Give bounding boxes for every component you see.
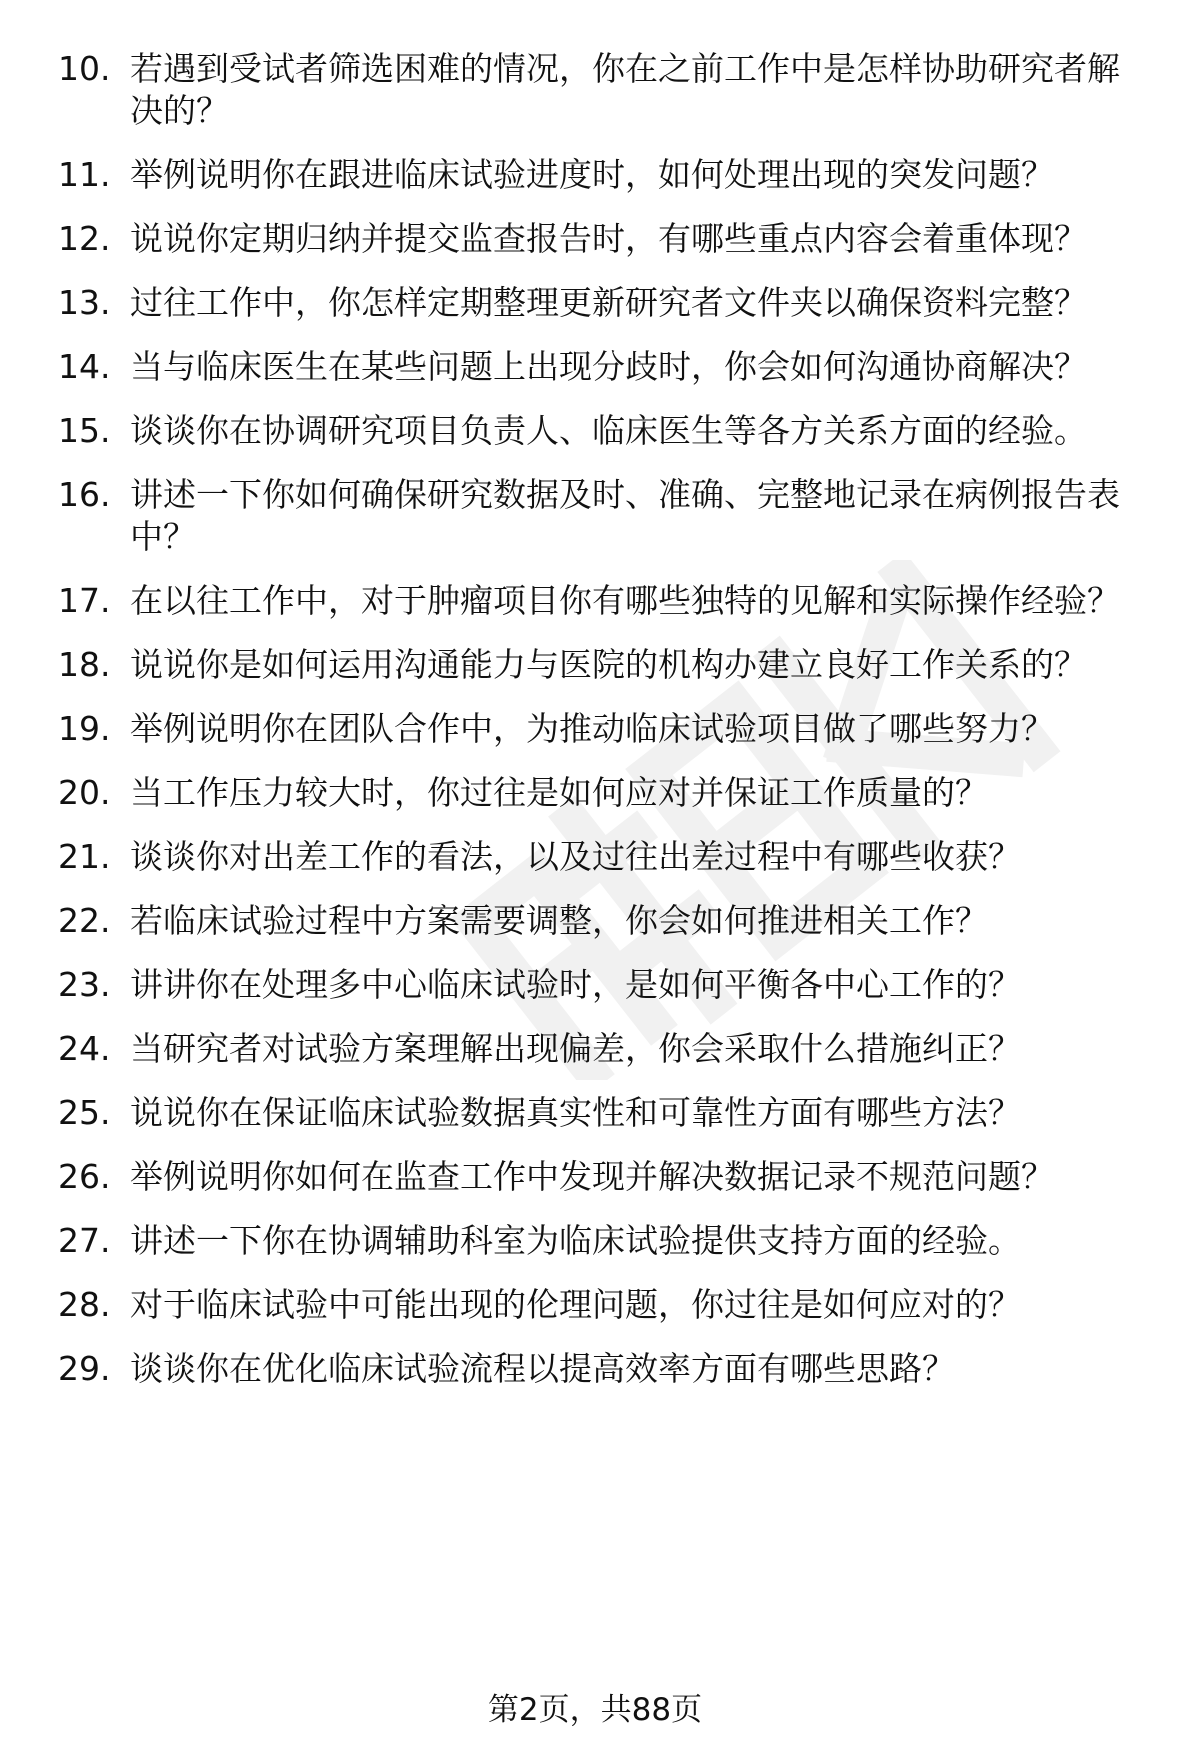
question-text: 举例说明你如何在监查工作中发现并解决数据记录不规范问题？ — [130, 1157, 1054, 1196]
question-number: 10. — [58, 49, 111, 88]
question-number: 26. — [58, 1157, 111, 1196]
question-text: 说说你在保证临床试验数据真实性和可靠性方面有哪些方法？ — [130, 1093, 1021, 1132]
question-text: 当工作压力较大时，你过往是如何应对并保证工作质量的？ — [130, 773, 988, 812]
question-text: 谈谈你在协调研究项目负责人、临床医生等各方关系方面的经验。 — [130, 411, 1087, 450]
question-number: 17. — [58, 581, 111, 620]
question-number: 20. — [58, 773, 111, 812]
question-number: 22. — [58, 901, 111, 940]
list-item — [58, 1284, 1148, 1326]
question-text: 过往工作中，你怎样定期整理更新研究者文件夹以确保资料完整？ — [130, 283, 1087, 322]
question-number: 27. — [58, 1221, 111, 1260]
question-number: 19. — [58, 709, 111, 748]
question-number: 11. — [58, 155, 111, 194]
list-item — [58, 1348, 1148, 1390]
list-item — [58, 410, 1148, 452]
list-item — [58, 346, 1148, 388]
question-text: 谈谈你在优化临床试验流程以提高效率方面有哪些思路？ — [130, 1349, 955, 1388]
question-text: 举例说明你在团队合作中，为推动临床试验项目做了哪些努力？ — [130, 709, 1054, 748]
question-list — [58, 48, 1148, 1412]
question-text: 在以往工作中，对于肿瘤项目你有哪些独特的见解和实际操作经验？ — [130, 581, 1120, 620]
list-item — [58, 48, 1148, 132]
question-text: 若临床试验过程中方案需要调整，你会如何推进相关工作？ — [130, 901, 988, 940]
list-item — [58, 900, 1148, 942]
question-number: 16. — [58, 475, 111, 514]
list-item — [58, 772, 1148, 814]
question-number: 25. — [58, 1093, 111, 1132]
question-number: 23. — [58, 965, 111, 1004]
list-item — [58, 1220, 1148, 1262]
question-text: 讲讲你在处理多中心临床试验时，是如何平衡各中心工作的？ — [130, 965, 1021, 1004]
question-number: 28. — [58, 1285, 111, 1324]
question-number: 14. — [58, 347, 111, 386]
question-text: 说说你定期归纳并提交监查报告时，有哪些重点内容会着重体现？ — [130, 219, 1087, 258]
question-text: 对于临床试验中可能出现的伦理问题，你过往是如何应对的？ — [130, 1285, 1021, 1324]
question-number: 12. — [58, 219, 111, 258]
list-item — [58, 218, 1148, 260]
list-item — [58, 644, 1148, 686]
question-number: 24. — [58, 1029, 111, 1068]
list-item — [58, 580, 1148, 622]
question-text: 谈谈你对出差工作的看法，以及过往出差过程中有哪些收获？ — [130, 837, 1021, 876]
question-text: 讲述一下你在协调辅助科室为临床试验提供支持方面的经验。 — [130, 1221, 1021, 1260]
list-item — [58, 964, 1148, 1006]
question-text: 当研究者对试验方案理解出现偏差，你会采取什么措施纠正？ — [130, 1029, 1021, 1068]
list-item — [58, 836, 1148, 878]
list-item — [58, 708, 1148, 750]
question-text: 举例说明你在跟进临床试验进度时，如何处理出现的突发问题？ — [130, 155, 1054, 194]
question-number: 29. — [58, 1349, 111, 1388]
question-number: 18. — [58, 645, 111, 684]
page-number-footer: 第2页，共88页 — [487, 1692, 703, 1728]
list-item — [58, 282, 1148, 324]
question-text: 当与临床医生在某些问题上出现分歧时，你会如何沟通协商解决？ — [130, 347, 1087, 386]
question-number: 21. — [58, 837, 111, 876]
list-item — [58, 1156, 1148, 1198]
list-item — [58, 1092, 1148, 1134]
question-text: 讲述一下你如何确保研究数据及时、准确、完整地记录在病例报告表中？ — [130, 475, 1120, 556]
list-item — [58, 154, 1148, 196]
list-item — [58, 1028, 1148, 1070]
question-number: 15. — [58, 411, 111, 450]
question-text: 若遇到受试者筛选困难的情况，你在之前工作中是怎样协助研究者解决的？ — [130, 49, 1120, 130]
question-text: 说说你是如何运用沟通能力与医院的机构办建立良好工作关系的？ — [130, 645, 1087, 684]
question-number: 13. — [58, 283, 111, 322]
list-item — [58, 474, 1148, 558]
